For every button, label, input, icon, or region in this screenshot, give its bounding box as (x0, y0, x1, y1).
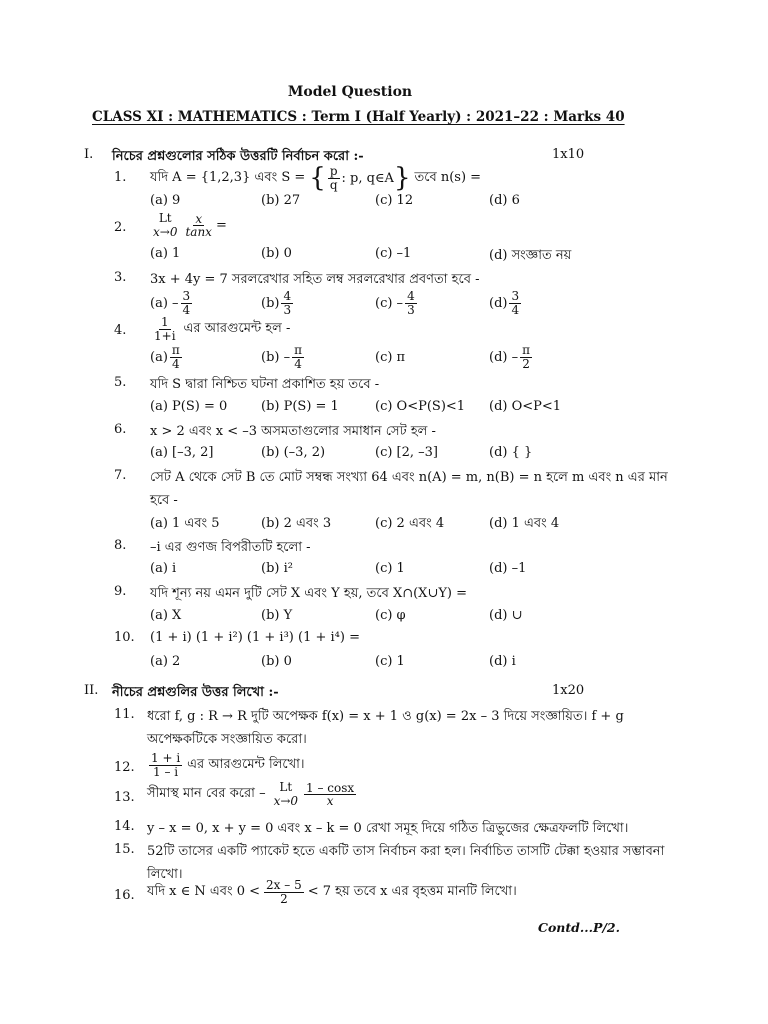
q7-text-line1: সেট A থেকে সেট B তে মোট সম্বন্ধ সংখ্যা 64 এবং n(A) = m, n(B) = n হলে m এবং n এর মান (150, 470, 668, 485)
paper-title: Model Question (287, 84, 413, 100)
q2-number: 2. (114, 220, 127, 235)
q2-option-b: (b) 0 (261, 246, 292, 261)
q10-option-b: (b) 0 (261, 654, 292, 669)
q3-option-a-fraction (181, 290, 193, 316)
q3-option-a (150, 290, 194, 316)
q3-a-den: 4 (182, 302, 191, 317)
q4-option-b (261, 344, 306, 370)
q1-option-d: (d) 6 (489, 193, 520, 208)
q2-limit (153, 212, 177, 240)
q4-frac-den: 1+i (154, 328, 176, 343)
q5-option-a: (a) P(S) = 0 (150, 399, 228, 414)
q1-brace-left: { (309, 163, 326, 193)
section-1-number: I. (84, 147, 94, 162)
section-2-marks: 1x20 (552, 683, 585, 698)
q6-option-b: (b) (–3, 2) (261, 445, 326, 460)
q16-pre: যদি x ∈ N এবং 0 < (147, 883, 261, 899)
q2-frac-num: x (195, 211, 203, 226)
continued-label: Contd...P/2. (538, 920, 620, 935)
q10-number: 10. (114, 630, 135, 645)
q4-option-d-label: (d) – (489, 349, 519, 365)
q16-text (147, 879, 517, 905)
q4-option-b-fraction (292, 344, 304, 370)
q6-number: 6. (114, 422, 127, 437)
section-1-instruction: নিচের প্রশ্নগুলোর সঠিক উত্তরটি নির্বাচন করো :- (112, 149, 364, 164)
q3-option-b-label: (b) (261, 295, 280, 311)
q2-lt: Lt (158, 211, 172, 225)
q3-option-c (375, 290, 419, 316)
q4-frac-num: 1 (160, 315, 169, 329)
q1-post: তবে n(s) = (414, 169, 482, 185)
q5-text: যদি S দ্বারা নিশ্চিত ঘটনা প্রকাশিত হয় তবে - (150, 377, 380, 392)
q9-text: যদি শূন্য নয় এমন দুটি সেট X এবং Y হয়, তবে X∩(X∪Y) = (150, 586, 468, 601)
q4-text (150, 316, 290, 342)
q10-option-d: (d) i (489, 654, 516, 669)
q5-option-d: (d) O<P<1 (489, 399, 562, 414)
q2-frac-den: tanx (185, 225, 212, 240)
q2-option-a: (a) 1 (150, 246, 181, 261)
q12-text (147, 752, 305, 778)
q8-option-a: (a) i (150, 561, 177, 576)
q13-lim-sub: x→0 (273, 793, 299, 808)
q4-b-num: π (294, 343, 302, 357)
q1-fraction (328, 165, 340, 191)
q5-number: 5. (114, 375, 127, 390)
q1-option-b: (b) 27 (261, 193, 301, 208)
q11-number: 11. (114, 707, 135, 722)
q1-option-c: (c) 12 (375, 193, 414, 208)
q12-fraction (149, 752, 182, 778)
q13-frac-num: 1 – cosx (306, 780, 355, 795)
q3-b-num: 4 (283, 289, 292, 303)
q9-number: 9. (114, 584, 127, 599)
q3-c-den: 3 (407, 302, 415, 317)
q1-mid: : p, q∈A (341, 170, 394, 186)
q1-pre: যদি A = {1,2,3} এবং S = (150, 169, 306, 185)
q1-option-a: (a) 9 (150, 193, 181, 208)
q1-text (150, 160, 481, 196)
section-2-instruction: নীচের প্রশ্নগুলির উত্তর লিখো :- (112, 685, 279, 700)
q3-text: 3x + 4y = 7 সরলরেখার সহিত লম্ব সরলরেখার প্রবণতা হবে - (150, 272, 480, 287)
q3-c-num: 4 (407, 289, 415, 303)
q7-option-d: (d) 1 এবং 4 (489, 516, 560, 531)
q1-frac-den: q (329, 177, 338, 192)
q12-frac-den: 1 – i (153, 764, 179, 779)
q15-number: 15. (114, 842, 135, 857)
q7-text-line2: হবে - (150, 493, 178, 508)
q9-option-c: (c) φ (375, 608, 406, 623)
q4-option-c: (c) π (375, 350, 406, 365)
q13-limit (274, 781, 298, 809)
q11-text-line2: অপেক্ষকটিকে সংজ্ঞায়িত করো। (147, 732, 307, 747)
q9-option-d: (d) ∪ (489, 608, 523, 623)
q4-option-b-label: (b) – (261, 349, 291, 365)
q4-option-a (150, 344, 184, 370)
q1-frac-num: p (329, 163, 338, 178)
q3-option-c-fraction (405, 290, 417, 316)
q4-d-num: π (522, 343, 530, 357)
q2-text (153, 212, 227, 240)
q10-option-a: (a) 2 (150, 654, 181, 669)
q4-post: এর আরগুমেন্ট হল - (183, 320, 291, 336)
q4-option-a-label: (a) (150, 349, 168, 365)
q4-option-d (489, 344, 534, 370)
q9-option-b: (b) Y (261, 608, 293, 623)
q7-option-a: (a) 1 এবং 5 (150, 516, 220, 531)
q7-option-c: (c) 2 এবং 4 (375, 516, 445, 531)
q14-number: 14. (114, 819, 135, 834)
q3-number: 3. (114, 270, 127, 285)
q8-option-c: (c) 1 (375, 561, 405, 576)
q13-fraction (304, 782, 356, 808)
q16-frac-den: 2 (280, 891, 288, 906)
q13-text (147, 781, 358, 809)
q14-text: y – x = 0, x + y = 0 এবং x – k = 0 রেখা সমূহ দিয়ে গঠিত ত্রিভুজের ক্ষেত্রফলটি লিখো। (147, 821, 629, 836)
q2-option-c: (c) –1 (375, 246, 412, 261)
q2-post: = (215, 218, 227, 234)
q4-a-num: π (171, 343, 180, 357)
q13-frac-den: x (326, 794, 334, 809)
q2-option-d: (d) সংজ্ঞাত নয় (489, 248, 572, 263)
q3-d-num: 3 (511, 289, 520, 303)
q7-number: 7. (114, 468, 127, 483)
q3-a-num: 3 (182, 289, 191, 303)
q6-option-c: (c) [2, –3] (375, 445, 439, 460)
q3-option-c-label: (c) – (375, 295, 404, 311)
q5-option-b: (b) P(S) = 1 (261, 399, 339, 414)
q13-lt: Lt (279, 780, 293, 794)
q3-d-den: 4 (511, 302, 520, 317)
q4-b-den: 4 (294, 356, 302, 371)
q10-option-c: (c) 1 (375, 654, 405, 669)
q1-number: 1. (114, 170, 127, 185)
q11-text-line1: ধরো f, g : R → R দুটি অপেক্ষক f(x) = x + 1 ও g(x) = 2x – 3 দিয়ে সংজ্ঞায়িত। f + g (147, 709, 624, 724)
q15-text-line1: 52টি তাসের একটি প্যাকেট হতে একটি তাস নির্বাচন করা হল। নির্বাচিত তাসটি টেক্কা হওয়ার সম্ভাবনা (147, 844, 665, 859)
q4-number: 4. (114, 323, 127, 338)
q9-option-a: (a) X (150, 608, 182, 623)
q8-option-b: (b) i² (261, 561, 293, 576)
q16-frac-num: 2x – 5 (266, 878, 302, 892)
q16-fraction (264, 879, 304, 905)
q3-option-b-fraction (281, 290, 293, 316)
q3-option-d (489, 290, 523, 316)
q4-fraction (152, 316, 178, 342)
q3-option-d-fraction (509, 290, 521, 316)
q6-text: x > 2 এবং x < –3 অসমতাগুলোর সমাধান সেট হল - (150, 424, 436, 439)
q2-fraction (183, 213, 213, 239)
section-1-marks: 1x10 (552, 147, 585, 162)
q8-option-d: (d) –1 (489, 561, 527, 576)
q13-number: 13. (114, 790, 135, 805)
q13-pre: সীমাস্থ মান বের করো – (147, 786, 266, 802)
q15-text-line2: লিখো। (147, 867, 183, 882)
q3-option-b (261, 290, 295, 316)
q10-text: (1 + i) (1 + i²) (1 + i³) (1 + i⁴) = (150, 630, 360, 645)
q12-number: 12. (114, 760, 135, 775)
q4-option-a-fraction (170, 344, 182, 370)
q3-option-d-label: (d) (489, 295, 508, 311)
q2-lim-sub: x→0 (153, 224, 178, 239)
q12-frac-num: 1 + i (151, 751, 181, 765)
q4-option-d-fraction (520, 344, 532, 370)
q6-option-a: (a) [–3, 2] (150, 445, 214, 460)
q12-post: এর আরগুমেন্ট লিখো। (187, 756, 305, 772)
q5-option-c: (c) O<P(S)<1 (375, 399, 466, 414)
q8-number: 8. (114, 538, 127, 553)
q4-d-den: 2 (522, 356, 530, 371)
q8-text: –i এর গুণজ বিপরীতটি হলো - (150, 540, 311, 555)
q7-option-b: (b) 2 এবং 3 (261, 516, 332, 531)
q6-option-d: (d) { } (489, 445, 533, 460)
q1-brace-right: } (393, 163, 411, 193)
paper-subtitle: CLASS XI : MATHEMATICS : Term I (Half Yearly) : 2021–22 : Marks 40 (92, 109, 625, 125)
q3-option-a-label: (a) – (150, 295, 179, 311)
q16-post: < 7 হয় তবে x এর বৃহত্তম মানটি লিখো। (307, 883, 517, 899)
section-2-number: II. (84, 683, 99, 698)
q3-b-den: 3 (283, 302, 292, 317)
q4-a-den: 4 (172, 356, 180, 371)
q16-number: 16. (114, 888, 135, 903)
